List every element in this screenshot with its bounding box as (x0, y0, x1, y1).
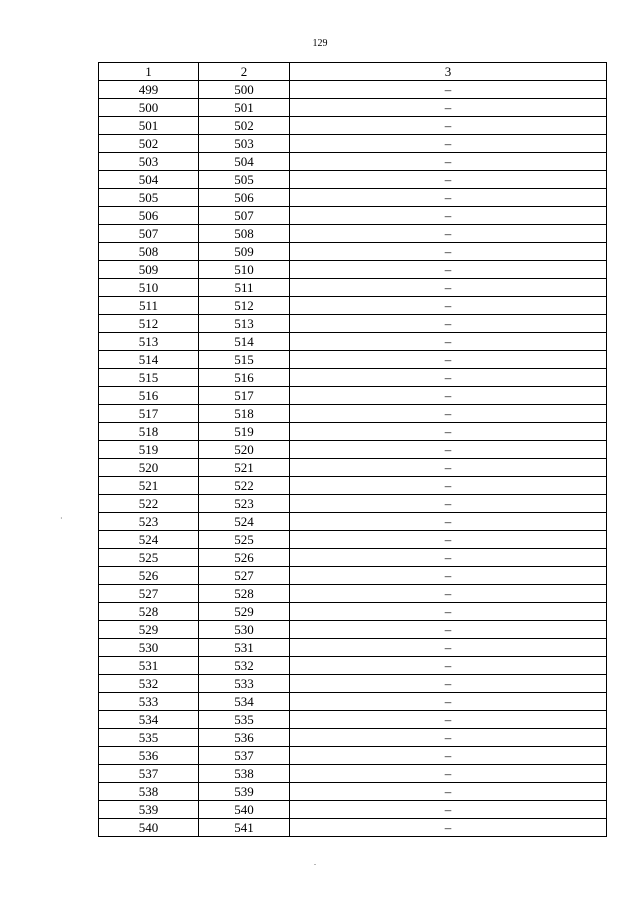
table-row (99, 81, 607, 99)
table-cell-col-2: 508 (199, 225, 290, 243)
table-cell-col-1: 525 (99, 549, 199, 567)
table-cell-col-3: – (290, 117, 607, 135)
table-cell-col-2: 541 (199, 819, 290, 837)
table-cell-col-1: 504 (99, 171, 199, 189)
table-cell-col-3: – (290, 729, 607, 747)
table-row (99, 783, 607, 801)
table-cell-col-3: – (290, 801, 607, 819)
table-cell-col-1: 538 (99, 783, 199, 801)
table-cell-col-3: – (290, 639, 607, 657)
table-cell-col-3: – (290, 135, 607, 153)
table-row (99, 387, 607, 405)
table-cell-col-3: – (290, 441, 607, 459)
table-cell-col-1: 523 (99, 513, 199, 531)
table-cell-col-2: 520 (199, 441, 290, 459)
table-cell-col-3: – (290, 513, 607, 531)
header-col-3: 3 (290, 63, 607, 81)
table-cell-col-1: 536 (99, 747, 199, 765)
table-cell-col-1: 533 (99, 693, 199, 711)
table-cell-col-3: – (290, 657, 607, 675)
table-cell-col-2: 514 (199, 333, 290, 351)
margin-mark: · (60, 514, 63, 523)
table-cell-col-1: 500 (99, 99, 199, 117)
table-cell-col-2: 536 (199, 729, 290, 747)
table-cell-col-3: – (290, 261, 607, 279)
table-cell-col-1: 532 (99, 675, 199, 693)
table-cell-col-3: – (290, 621, 607, 639)
table-cell-col-1: 499 (99, 81, 199, 99)
table-header (99, 63, 607, 81)
table-row (99, 693, 607, 711)
table-row (99, 441, 607, 459)
table-cell-col-1: 524 (99, 531, 199, 549)
table-cell-col-3: – (290, 153, 607, 171)
table-row (99, 351, 607, 369)
table-cell-col-2: 537 (199, 747, 290, 765)
table-row (99, 153, 607, 171)
table-cell-col-1: 512 (99, 315, 199, 333)
table-cell-col-3: – (290, 585, 607, 603)
header-col-1: 1 (99, 63, 199, 81)
table-row (99, 261, 607, 279)
table-row (99, 567, 607, 585)
table-cell-col-2: 509 (199, 243, 290, 261)
table-cell-col-2: 523 (199, 495, 290, 513)
table-cell-col-3: – (290, 405, 607, 423)
table-cell-col-1: 528 (99, 603, 199, 621)
table-cell-col-3: – (290, 423, 607, 441)
table-row (99, 549, 607, 567)
table-cell-col-1: 519 (99, 441, 199, 459)
table-cell-col-2: 522 (199, 477, 290, 495)
table-cell-col-1: 511 (99, 297, 199, 315)
table-cell-col-2: 529 (199, 603, 290, 621)
table-cell-col-1: 510 (99, 279, 199, 297)
table-cell-col-3: – (290, 693, 607, 711)
table-cell-col-2: 513 (199, 315, 290, 333)
table-row (99, 225, 607, 243)
table-cell-col-2: 519 (199, 423, 290, 441)
table-cell-col-3: – (290, 207, 607, 225)
table-cell-col-2: 512 (199, 297, 290, 315)
table-cell-col-1: 520 (99, 459, 199, 477)
table-cell-col-3: – (290, 81, 607, 99)
table-cell-col-1: 540 (99, 819, 199, 837)
table-cell-col-3: – (290, 387, 607, 405)
table-cell-col-1: 501 (99, 117, 199, 135)
table-cell-col-2: 526 (199, 549, 290, 567)
table-cell-col-3: – (290, 189, 607, 207)
table-cell-col-3: – (290, 279, 607, 297)
table-cell-col-1: 529 (99, 621, 199, 639)
table-cell-col-1: 537 (99, 765, 199, 783)
table-cell-col-2: 534 (199, 693, 290, 711)
table-cell-col-1: 527 (99, 585, 199, 603)
table-cell-col-2: 521 (199, 459, 290, 477)
table-cell-col-2: 500 (199, 81, 290, 99)
table-row (99, 297, 607, 315)
table-cell-col-2: 516 (199, 369, 290, 387)
table-row (99, 423, 607, 441)
table-cell-col-1: 513 (99, 333, 199, 351)
table-cell-col-3: – (290, 747, 607, 765)
table-row (99, 135, 607, 153)
table-cell-col-3: – (290, 603, 607, 621)
table-row (99, 711, 607, 729)
table-row (99, 513, 607, 531)
table-row (99, 819, 607, 837)
table-cell-col-3: – (290, 711, 607, 729)
table-row (99, 315, 607, 333)
table-cell-col-2: 511 (199, 279, 290, 297)
table-cell-col-2: 517 (199, 387, 290, 405)
table-cell-col-1: 503 (99, 153, 199, 171)
table-row (99, 675, 607, 693)
table-row (99, 495, 607, 513)
table-cell-col-1: 502 (99, 135, 199, 153)
table-cell-col-3: – (290, 567, 607, 585)
table-cell-col-3: – (290, 333, 607, 351)
table-cell-col-1: 506 (99, 207, 199, 225)
table-row (99, 765, 607, 783)
table-row (99, 369, 607, 387)
table-row (99, 639, 607, 657)
table-cell-col-2: 504 (199, 153, 290, 171)
table-cell-col-2: 538 (199, 765, 290, 783)
header-col-2: 2 (199, 63, 290, 81)
table-row (99, 603, 607, 621)
table-row (99, 747, 607, 765)
page-number: 129 (312, 38, 328, 49)
table-cell-col-3: – (290, 225, 607, 243)
table-body (99, 81, 607, 837)
table-row (99, 585, 607, 603)
table-row (99, 531, 607, 549)
table-row (99, 801, 607, 819)
table-cell-col-2: 503 (199, 135, 290, 153)
table-cell-col-2: 501 (199, 99, 290, 117)
table-cell-col-3: – (290, 315, 607, 333)
table-cell-col-1: 526 (99, 567, 199, 585)
table-cell-col-1: 531 (99, 657, 199, 675)
table-cell-col-1: 539 (99, 801, 199, 819)
table-cell-col-3: – (290, 495, 607, 513)
table-cell-col-2: 533 (199, 675, 290, 693)
table-cell-col-3: – (290, 765, 607, 783)
table-row (99, 207, 607, 225)
table-cell-col-1: 535 (99, 729, 199, 747)
table-cell-col-3: – (290, 351, 607, 369)
table-cell-col-2: 530 (199, 621, 290, 639)
table-row (99, 621, 607, 639)
table-cell-col-3: – (290, 243, 607, 261)
table-row (99, 405, 607, 423)
table-cell-col-1: 508 (99, 243, 199, 261)
table-row (99, 189, 607, 207)
table-row (99, 171, 607, 189)
table-cell-col-3: – (290, 99, 607, 117)
data-table (98, 62, 607, 837)
table-cell-col-2: 528 (199, 585, 290, 603)
table-row (99, 117, 607, 135)
table-row (99, 477, 607, 495)
table-cell-col-1: 521 (99, 477, 199, 495)
table-row (99, 657, 607, 675)
table-cell-col-1: 507 (99, 225, 199, 243)
table-cell-col-1: 530 (99, 639, 199, 657)
table-cell-col-1: 534 (99, 711, 199, 729)
table-cell-col-2: 535 (199, 711, 290, 729)
table-row (99, 729, 607, 747)
table-cell-col-3: – (290, 477, 607, 495)
table-cell-col-2: 539 (199, 783, 290, 801)
table-cell-col-2: 532 (199, 657, 290, 675)
table-cell-col-2: 525 (199, 531, 290, 549)
table-cell-col-1: 518 (99, 423, 199, 441)
table-row (99, 279, 607, 297)
table-cell-col-3: – (290, 297, 607, 315)
table-row (99, 333, 607, 351)
table-cell-col-2: 515 (199, 351, 290, 369)
table-cell-col-3: – (290, 171, 607, 189)
table-cell-col-1: 505 (99, 189, 199, 207)
table-cell-col-1: 516 (99, 387, 199, 405)
table-cell-col-2: 540 (199, 801, 290, 819)
table-cell-col-2: 527 (199, 567, 290, 585)
table-cell-col-1: 509 (99, 261, 199, 279)
table-cell-col-3: – (290, 819, 607, 837)
table-cell-col-2: 502 (199, 117, 290, 135)
table-cell-col-1: 517 (99, 405, 199, 423)
table-cell-col-1: 522 (99, 495, 199, 513)
table-cell-col-1: 514 (99, 351, 199, 369)
table-cell-col-2: 510 (199, 261, 290, 279)
table-cell-col-2: 531 (199, 639, 290, 657)
bottom-mark: . (314, 858, 316, 867)
header-row (99, 63, 607, 81)
table-row (99, 459, 607, 477)
table-cell-col-2: 507 (199, 207, 290, 225)
table-cell-col-2: 518 (199, 405, 290, 423)
table-cell-col-1: 515 (99, 369, 199, 387)
table-row (99, 99, 607, 117)
table-cell-col-2: 506 (199, 189, 290, 207)
table-cell-col-3: – (290, 675, 607, 693)
table-cell-col-2: 505 (199, 171, 290, 189)
table-cell-col-3: – (290, 783, 607, 801)
table-cell-col-3: – (290, 369, 607, 387)
table-row (99, 243, 607, 261)
table-cell-col-3: – (290, 549, 607, 567)
table-cell-col-3: – (290, 459, 607, 477)
table-cell-col-3: – (290, 531, 607, 549)
table-cell-col-2: 524 (199, 513, 290, 531)
